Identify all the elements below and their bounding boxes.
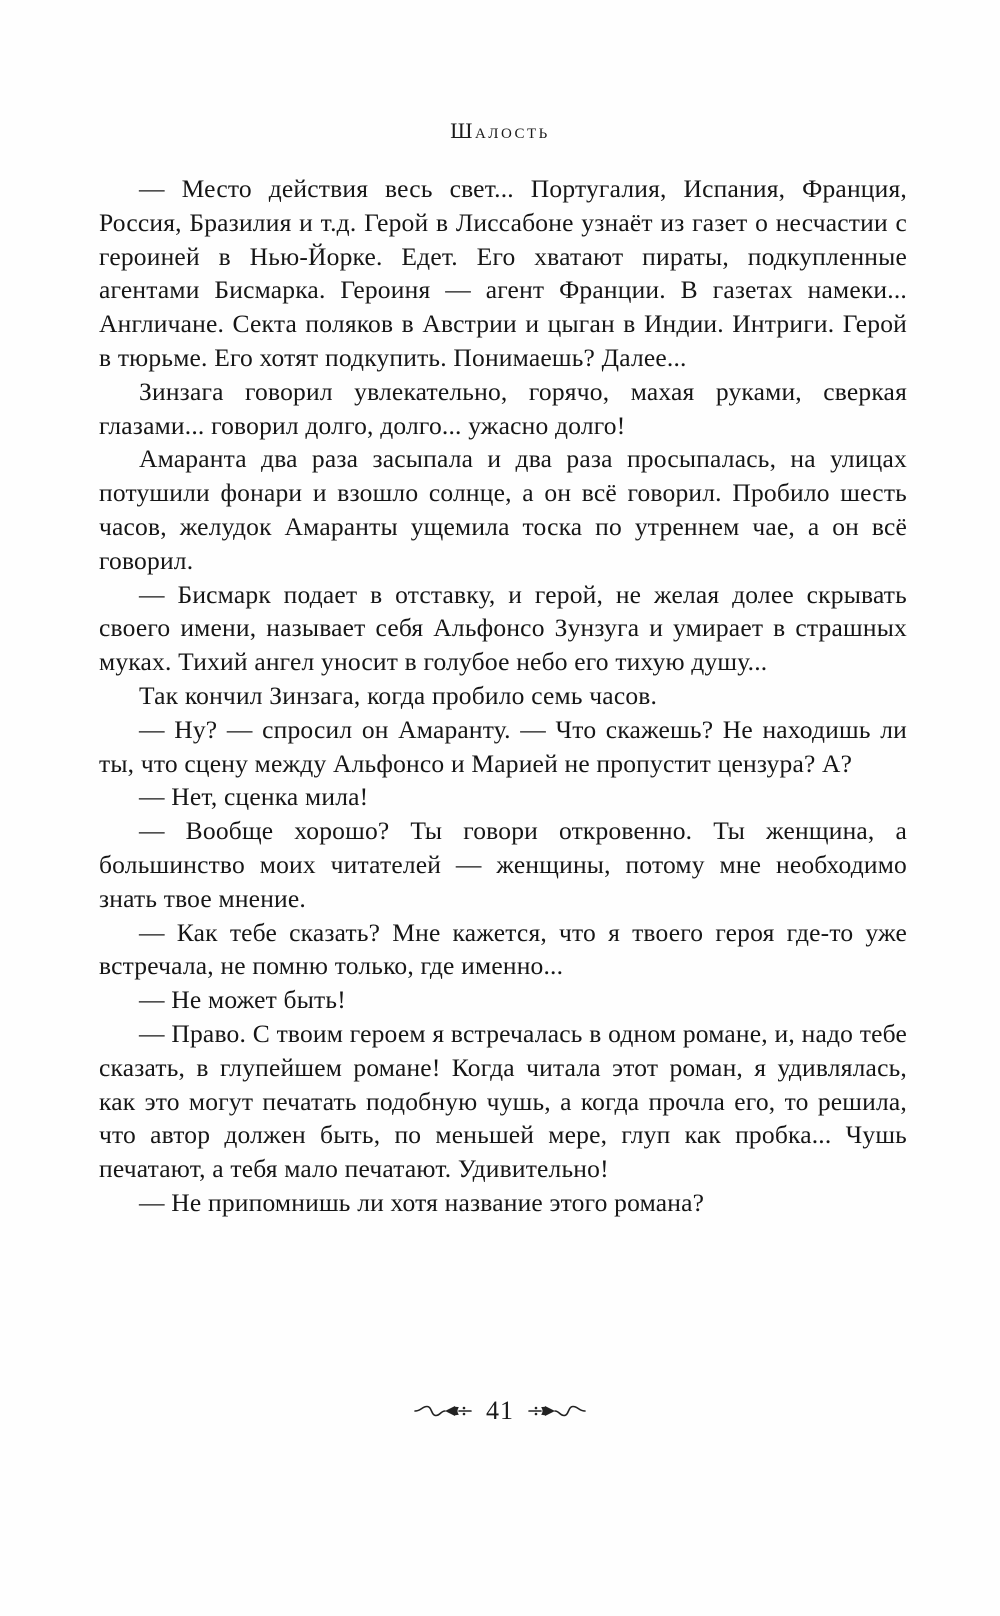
paragraph: — Как тебе сказать? Мне кажется, что я твоего героя где-то уже встречала, не помню только, где именно... bbox=[99, 917, 907, 981]
text-block bbox=[99, 172, 907, 1220]
paragraph: — Не может быть! bbox=[139, 985, 346, 1015]
page-footer bbox=[0, 1396, 1000, 1426]
paragraph: — Нет, сценка мила! bbox=[139, 782, 369, 812]
paragraph: Зинзага говорил увлекательно, горячо, махая руками, сверкая глазами... говорил долго, долго... ужасно долго! bbox=[99, 376, 907, 440]
paragraph: — Место действия весь свет... Португалия, Испания, Франция, Россия, Бразилия и т.д. Герой в Лиссабоне узнаёт из газет о несчастии с героиней в Нью-Йорке. Едет. Его хватают пираты, подкупленные агентами Бисмарка. Героиня — агент Франции. В газетах намеки... Англичане. Секта поляков в Австрии и цыган в Индии. Интриги. Герой в тюрьме. Его хотят подкупить. Понимаешь? Далее... bbox=[99, 174, 907, 372]
paragraph: — Вообще хорошо? Ты говори откровенно. Ты женщина, а большинство моих читателей — женщины, потому мне необходимо знать твое мнение. bbox=[99, 816, 907, 913]
paragraph: — Право. С твоим героем я встречалась в одном романе, и, надо тебе сказать, в глупейшем романе! Когда читала этот роман, я удивлялась, как это могут печатать подобную чушь, а когда прочла его, то решила, что автор должен быть, по меньшей мере, глуп как пробка... Чушь печатают, а тебя мало печатают. Удивительно! bbox=[99, 1018, 907, 1184]
paragraph: — Ну? — спросил он Амаранту. — Что скажешь? Не находишь ли ты, что сцену между Альфонсо и Марией не пропустит цензура? А? bbox=[99, 714, 907, 778]
running-head: Шалость bbox=[450, 118, 550, 143]
page-number: 41 bbox=[486, 1396, 514, 1425]
paragraph: — Бисмарк подает в отставку, и герой, не желая долее скрывать своего имени, называет себя Альфонсо Зунзуга и умирает в страшных муках. Тихий ангел уносит в голубое небо его тихую душу... bbox=[99, 579, 907, 677]
flourish-left-icon bbox=[414, 1403, 472, 1419]
paragraph: Амаранта два раза засыпала и два раза просыпалась, на улицах потушили фонари и взошло солнце, а он всё говорил. Пробило шесть часов, желудок Амаранты ущемила тоска по утреннем чае, а он всё говорил. bbox=[99, 444, 907, 575]
paragraph: Так кончил Зинзага, когда пробило семь часов. bbox=[139, 680, 658, 710]
paragraph: — Не припомнишь ли хотя название этого романа? bbox=[139, 1187, 705, 1217]
flourish-right-icon bbox=[528, 1403, 586, 1419]
